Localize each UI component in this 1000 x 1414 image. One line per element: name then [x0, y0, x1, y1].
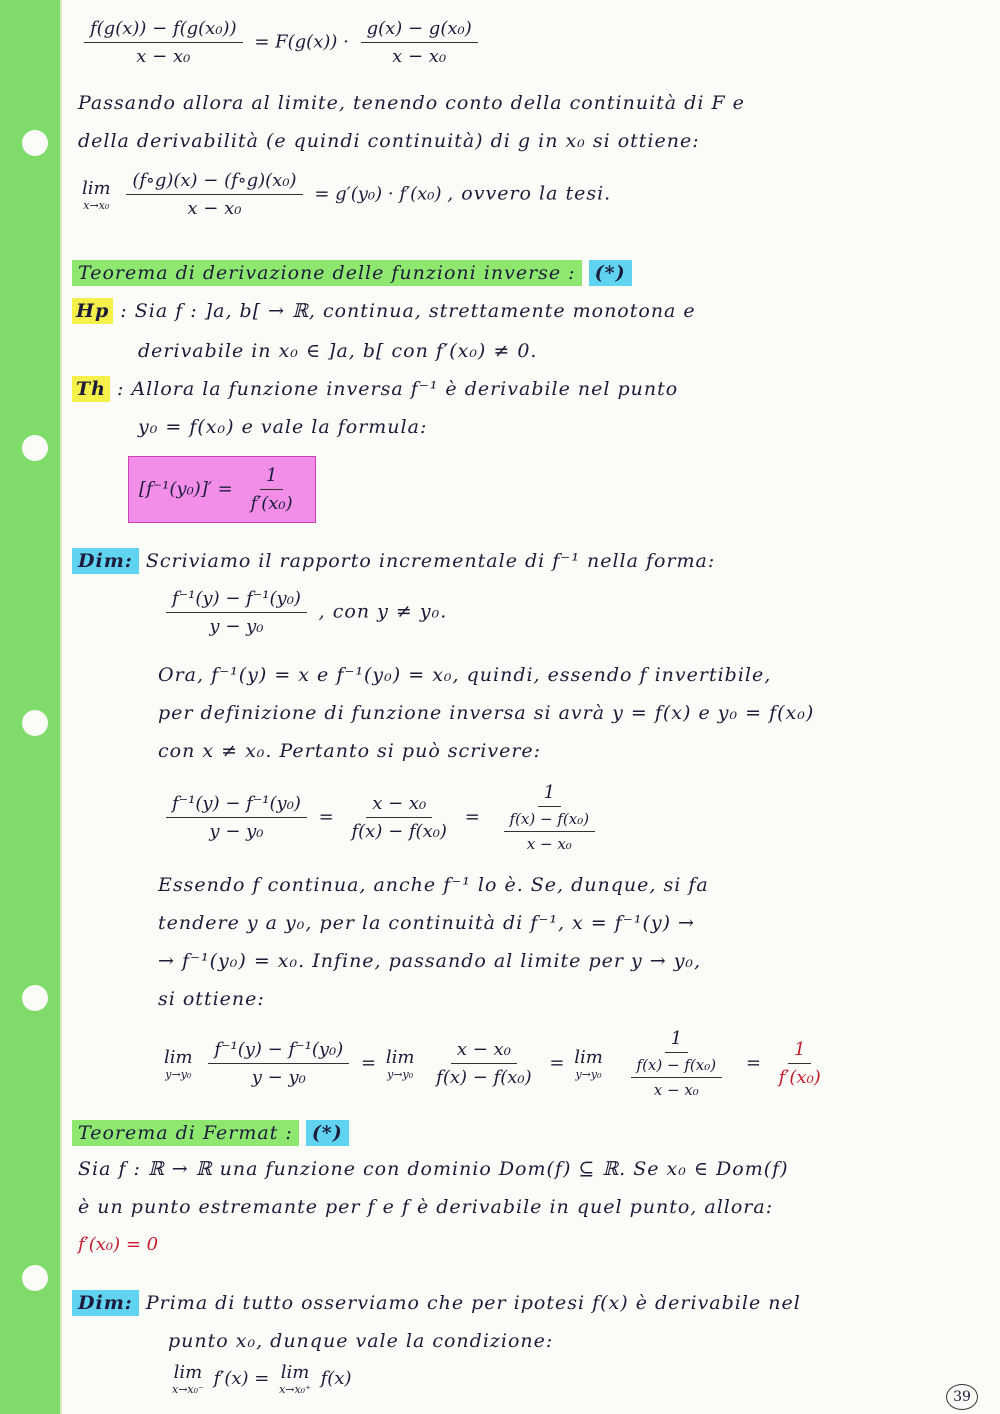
binder-hole	[22, 710, 48, 736]
thesis-line: Th : Allora la funzione inversa f⁻¹ è derivabile nel punto	[72, 378, 1000, 400]
red-result: $\frac{1}{\text{f′(x₀)}}$	[778, 1039, 821, 1088]
fermat-result: f′(x₀) = 0	[78, 1234, 159, 1255]
page-number: 39	[946, 1384, 978, 1410]
limit-equation: lim x→x₀ $\frac{\text{(f∘g)(x) − (f∘g)(x₀)}}{\text{x − x₀}}$ = g′(y₀) · f′(x₀) , ovvero la tesi.	[82, 170, 612, 219]
final-limit-equation: lim y→y₀ $\frac{\text{f⁻¹(y) − f⁻¹(y₀)}}{\text{y − y₀}}$ = lim y→y₀ $\frac{\text{x − x₀}}{\text{f(x) − f(x₀)}}$ = lim y→y₀ $\frac{1}{\frac{\text{f(x) − f(x₀)}}{\text{x − x₀}}}$ = $\frac{1}{\text{f′(x₀)}}$	[160, 1028, 1000, 1099]
green-margin-strip	[0, 0, 60, 1414]
one-sided-limits: lim x→x₀⁻ f′(x) = lim x→x₀⁺ f(x)	[172, 1362, 352, 1396]
theorem-heading: Teorema di derivazione delle funzioni inverse : (*)	[72, 262, 1000, 284]
margin-line	[60, 0, 62, 1414]
proof-line: Dim: Scriviamo il rapporto incrementale di f⁻¹ nella forma:	[72, 550, 1000, 572]
hypothesis-line: Hp : Sia f : ]a, b[ → ℝ, continua, strettamente monotona e	[72, 300, 1000, 322]
proof-line: tendere y a y₀, per la continuità di f⁻¹, x = f⁻¹(y) →	[158, 912, 695, 934]
proof-line: Essendo f continua, anche f⁻¹ lo è. Se, dunque, si fa	[158, 874, 709, 896]
proof-line: punto x₀, dunque vale la condizione:	[168, 1330, 554, 1352]
hypothesis-line: derivabile in x₀ ∈ ]a, b[ con f′(x₀) ≠ 0.	[138, 340, 538, 362]
theorem-text: Sia f : ℝ → ℝ una funzione con dominio Dom(f) ⊆ ℝ. Se x₀ ∈ Dom(f)	[78, 1158, 789, 1180]
proof-line: con x ≠ x₀. Pertanto si può scrivere:	[158, 740, 542, 762]
proof-line: Dim: Prima di tutto osserviamo che per ipotesi f(x) è derivabile nel	[72, 1292, 1000, 1314]
proof-line: per definizione di funzione inversa si avrà y = f(x) e y₀ = f(x₀)	[158, 702, 815, 724]
binder-hole	[22, 130, 48, 156]
binder-hole	[22, 435, 48, 461]
star-badge: (*)	[589, 260, 632, 286]
proof-line: Ora, f⁻¹(y) = x e f⁻¹(y₀) = x₀, quindi, essendo f invertibile,	[158, 664, 772, 686]
chain-rule-equation: $\frac{\text{f(g(x)) − f(g(x₀))}}{\text{x − x₀}}$ = F(g(x)) · $\frac{\text{g(x) − g(x₀)}}{\text{x − x₀}}$	[78, 18, 1000, 67]
hp-label: Hp	[72, 298, 113, 324]
inverse-derivative-formula: [f⁻¹(y₀)]′ = $\frac{1}{\text{f′(x₀)}}$	[128, 456, 1000, 523]
intro-text-line: della derivabilità (e quindi continuità) di g in x₀ si ottiene:	[78, 130, 700, 152]
dim-label: Dim:	[72, 1290, 139, 1316]
incremental-ratio: $\frac{\text{f⁻¹(y) − f⁻¹(y₀)}}{\text{y − y₀}}$ , con y ≠ y₀.	[160, 588, 1000, 637]
binder-hole	[22, 985, 48, 1011]
thesis-line: y₀ = f(x₀) e vale la formula:	[138, 416, 428, 438]
intro-text-line: Passando allora al limite, tenendo conto della continuità di F e	[78, 92, 745, 114]
star-badge: (*)	[306, 1120, 349, 1146]
theorem-heading: Teorema di Fermat : (*)	[72, 1122, 1000, 1144]
theorem-text: è un punto estremante per f e f è derivabile in quel punto, allora:	[78, 1196, 774, 1218]
binder-hole	[22, 1265, 48, 1291]
proof-line: → f⁻¹(y₀) = x₀. Infine, passando al limite per y → y₀,	[158, 950, 702, 972]
proof-line: si ottiene:	[158, 988, 265, 1010]
th-label: Th	[72, 376, 110, 402]
dim-label: Dim:	[72, 548, 139, 574]
ratio-equation: $\frac{\text{f⁻¹(y) − f⁻¹(y₀)}}{\text{y − y₀}}$ = $\frac{\text{x − x₀}}{\text{f(x) − f(x₀)}}$ = $\frac{1}{\frac{\text{f(x) − f(x₀)}}{\text{x − x₀}}}$	[160, 782, 1000, 853]
